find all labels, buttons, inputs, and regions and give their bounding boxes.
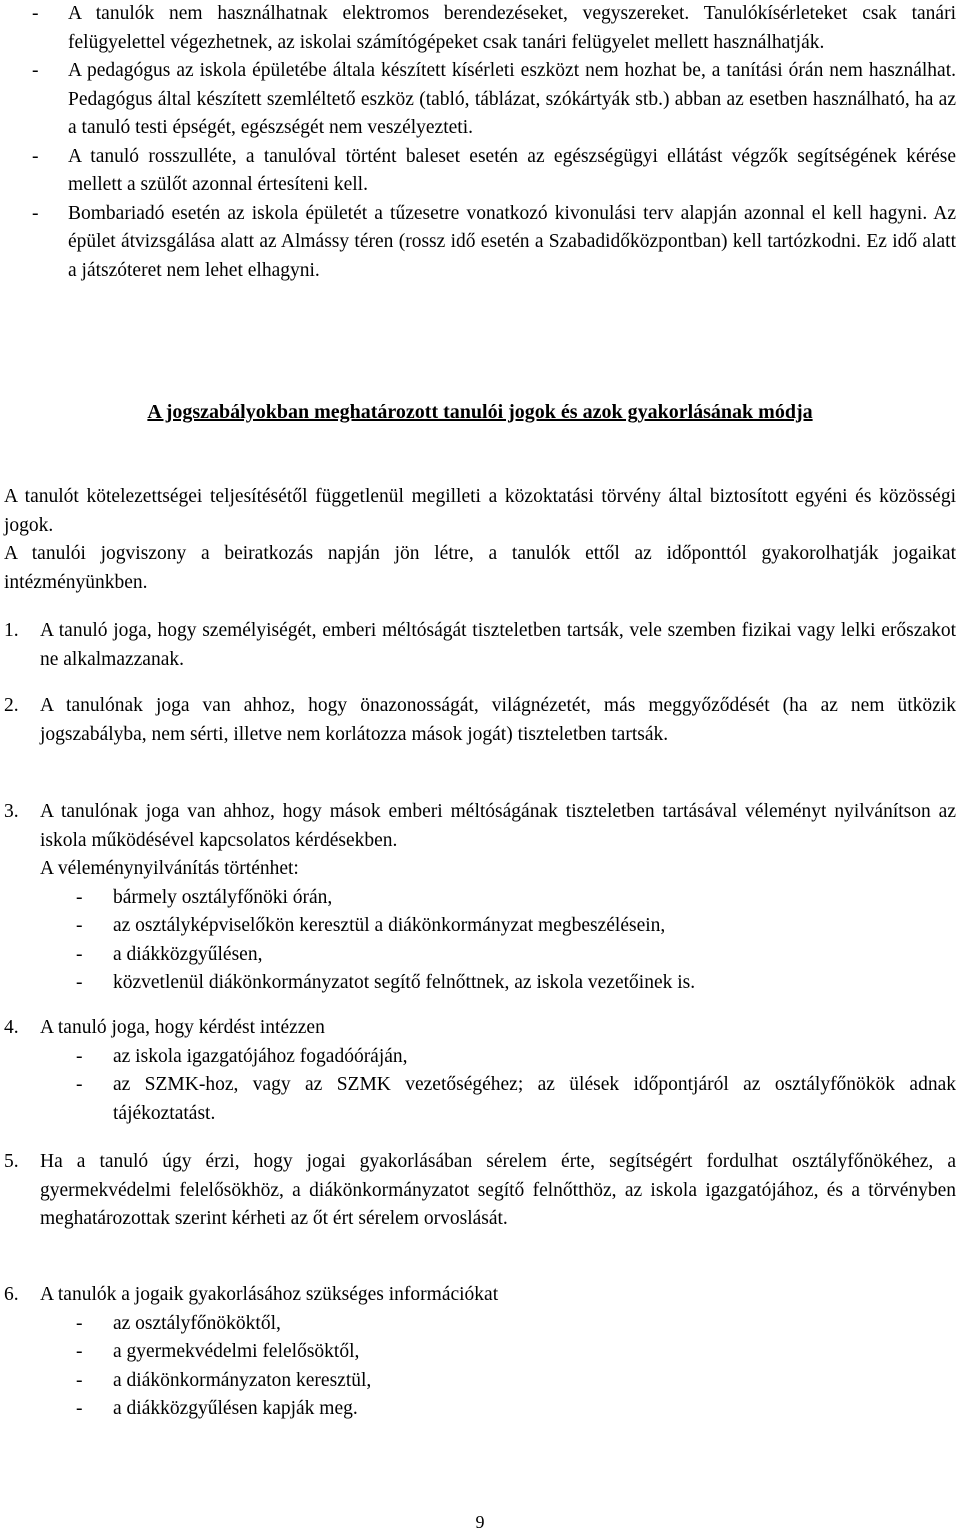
- list-dash: -: [76, 1369, 83, 1391]
- sub-list-item: [0, 1071, 960, 1128]
- rights-item-5: [0, 1148, 960, 1234]
- sub-list-item: [0, 1367, 960, 1396]
- rights-item-2: [0, 692, 960, 749]
- sub-list-item: [0, 884, 960, 913]
- sub-list-item: [0, 1310, 960, 1339]
- rights-item-4: [0, 1014, 960, 1128]
- sub-item-text: az osztályfőnököktől,: [113, 1312, 281, 1334]
- sub-item-text: a diákönkormányzaton keresztül,: [113, 1369, 372, 1391]
- sub-item-text: a gyermekvédelmi felelősöktől,: [113, 1341, 360, 1362]
- list-dash: -: [76, 1312, 83, 1334]
- rule-text: A pedagógus az iskola épületébe általa készített kísérleti eszközt nem hozhat be, a tanítási órán nem használhat. Pedagógus által készített szemléltető eszköz (tabló, táblázat, szókártyák stb.) abban az esetben használható, ha az a tanuló testi épségét, egészségét nem veszélyezteti.: [68, 60, 956, 138]
- item-text: A tanulók a jogaik gyakorlásához szükséges információkat: [40, 1284, 499, 1305]
- sub-list-item: [0, 941, 960, 970]
- list-dash: -: [76, 915, 83, 936]
- rules-list: [0, 0, 960, 285]
- rule-item: [0, 0, 960, 57]
- rule-item: [0, 57, 960, 143]
- list-dash: -: [32, 3, 39, 24]
- numbered-item: [0, 1281, 960, 1310]
- item-number: 4.: [4, 1017, 19, 1038]
- rule-text: A tanuló rosszulléte, a tanulóval történt baleset esetén az egészségügyi ellátást végzők segítségének kérése mellett a szülőt azonnal értesíteni kell.: [68, 145, 956, 195]
- list-dash: -: [76, 1341, 83, 1362]
- rule-item: [0, 200, 960, 286]
- item-number: 2.: [4, 695, 19, 716]
- sub-item-text: közvetlenül diákönkormányzatot segítő felnőttnek, az iskola vezetőinek is.: [113, 972, 696, 993]
- rights-item-6: [0, 1281, 960, 1424]
- list-dash: -: [32, 202, 39, 224]
- page-number: 9: [475, 1512, 485, 1532]
- numbered-item: [0, 1014, 960, 1043]
- list-dash: -: [32, 145, 39, 167]
- item-number: 5.: [4, 1151, 19, 1172]
- list-dash: -: [32, 60, 39, 81]
- item-text: A tanulónak joga van ahhoz, hogy önazonosságát, világnézetét, más meggyőződését (ha az nem ütközik jogszabályba, nem sérti, illetve nem korlátozza mások jogát) tiszteletben tartsák.: [40, 695, 956, 745]
- sub-list-item: [0, 1338, 960, 1367]
- item-text: A tanuló joga, hogy személyiségét, emberi méltóságát tiszteletben tartsák, vele szemben fizikai vagy lelki erőszakot ne alkalmazzanak.: [40, 620, 956, 670]
- item-text: A tanulónak joga van ahhoz, hogy mások emberi méltóságának tiszteletben tartásával véleményt nyilvánítson az iskola működésével kapcsolatos kérdésekben.: [40, 801, 956, 851]
- list-dash: -: [76, 1074, 83, 1095]
- sub-item-text: a diákközgyűlésen kapják meg.: [113, 1398, 358, 1419]
- sub-item-text: bármely osztályfőnöki órán,: [113, 886, 333, 908]
- list-dash: -: [76, 943, 83, 965]
- sub-list-item: [0, 912, 960, 941]
- sub-item-text: az SZMK-hoz, vagy az SZMK vezetőségéhez; az ülések időpontjáról az osztályfőnökök adnak tájékoztatást.: [113, 1074, 956, 1124]
- intro-paragraph: A tanulót kötelezettségei teljesítésétől függetlenül megilleti a közoktatási törvény által biztosított egyéni és közösségi jogok.: [4, 486, 956, 536]
- numbered-item: [0, 617, 960, 674]
- list-dash: -: [76, 1398, 83, 1419]
- item-number: 3.: [4, 801, 19, 822]
- intro-paragraph: A tanulói jogviszony a beiratkozás napján jön létre, a tanulók ettől az időponttól gyakorolhatják jogaikat intézményünkben.: [4, 543, 956, 593]
- rights-item-1: [0, 617, 960, 674]
- sub-list-item: [0, 1043, 960, 1072]
- item-number: 6.: [4, 1284, 19, 1305]
- item-number: 1.: [4, 620, 19, 641]
- sub-item-text: a diákközgyűlésen,: [113, 943, 263, 965]
- item-extra-text: A véleménynyilvánítás történhet:: [40, 858, 299, 879]
- sub-item-text: az iskola igazgatójához fogadóóráján,: [113, 1045, 408, 1067]
- list-dash: -: [76, 972, 83, 993]
- rule-text: A tanulók nem használhatnak elektromos berendezéseket, vegyszereket. Tanulókísérleteket csak tanári felügyelettel végezhetnek, az iskolai számítógépeket csak tanári felügyelet mellett használhatják.: [68, 3, 956, 53]
- rule-item: [0, 143, 960, 200]
- numbered-item: [0, 692, 960, 749]
- sub-list-item: [0, 1395, 960, 1424]
- sub-item-text: az osztályképviselőkön keresztül a diákönkormányzat megbeszélésein,: [113, 915, 666, 936]
- rule-text: Bombariadó esetén az iskola épületét a tűzesetre vonatkozó kivonulási terv alapján azonnal el kell hagyni. Az épület átvizsgálása alatt az Almássy téren (rossz idő esetén a Szabadidőközpontban) kell tartózkodni. Ez idő alatt a játszóteret nem lehet elhagyni.: [68, 202, 956, 281]
- item-text: A tanuló joga, hogy kérdést intézzen: [40, 1017, 325, 1038]
- list-dash: -: [76, 1045, 83, 1067]
- section-heading: A jogszabályokban meghatározott tanulói jogok és azok gyakorlásának módja: [147, 401, 813, 423]
- numbered-item: [0, 798, 960, 855]
- numbered-item: [0, 1148, 960, 1234]
- item-text: Ha a tanuló úgy érzi, hogy jogai gyakorlásában sérelem érte, segítségért fordulhat osztályfőnökéhez, a gyermekvédelmi felelősökhöz, a diákönkormányzatot segítő felnőtthöz, az iskola igazgatójához, és a törvényben meghatározottak szerint kérheti az őt ért sérelem orvoslását.: [40, 1151, 956, 1229]
- intro-block: [0, 483, 960, 597]
- sub-list-item: [0, 969, 960, 998]
- list-dash: -: [76, 886, 83, 908]
- rights-item-3: [0, 798, 960, 998]
